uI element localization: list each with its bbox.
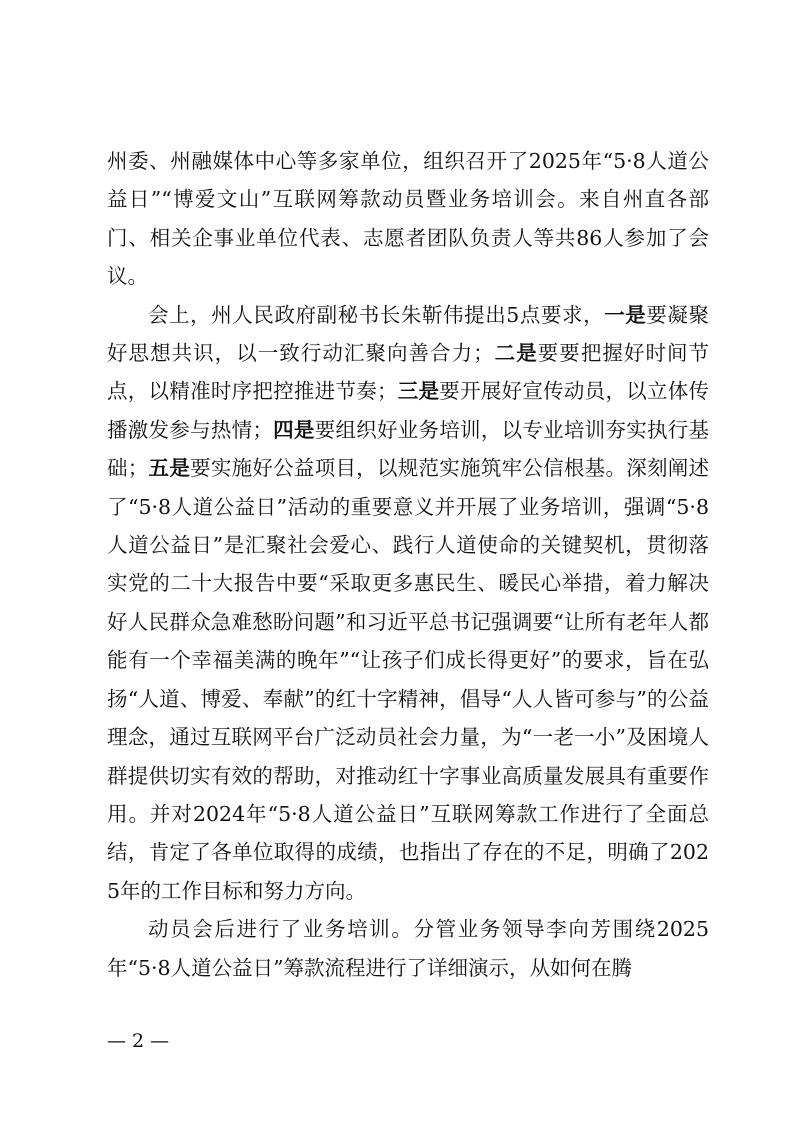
text-run: 州委、州融媒体中心等多家单位，组织召开了2025年“5·8人道公益日”“博爱文山”互联网筹款动员暨业务培训会。来自州直各部门、相关企事业单位代表、志愿者团队负责人等共86人参加了会议。 xyxy=(107,149,709,289)
page-number: — 2 — xyxy=(107,1030,170,1052)
bold-keyword: 五是 xyxy=(148,456,191,481)
bold-keyword: 二是 xyxy=(493,341,538,366)
text-run: 要要把握好时间节点，以精准时序把控推进节奏； xyxy=(107,341,710,404)
paragraph-p3 xyxy=(107,910,709,987)
bold-keyword: 三是 xyxy=(397,379,440,404)
text-run: 动员会后进行了业务培训。分管业务领导李向芳围绕2025年“5·8人道公益日”筹款流程进行了详细演示，从如何在腾 xyxy=(107,917,709,980)
document-body xyxy=(107,142,709,987)
text-run: 要开展好宣传动员，以立体传播激发参与热情； xyxy=(107,379,710,442)
text-run: 要凝聚好思想共识，以一致行动汇聚向善合力； xyxy=(107,302,710,366)
bold-keyword: 四是 xyxy=(272,417,315,442)
paragraph-p1 xyxy=(107,142,709,296)
text-run: 要实施好公益项目，以规范实施筑牢公信根基。深刻阐述了“5·8人道公益日”活动的重要意义并开展了业务培训，强调“5·8人道公益日”是汇聚社会爱心、践行人道使命的关键契机，贯彻落实党的二十大报告中要“采取更多惠民生、暖民心举措，着力解决好人民群众急难愁盼问题”和习近平总书记强调要“让所有老年人都能有一个幸福美满的晚年”“让孩子们成长得更好”的要求，旨在弘扬“人道、博爱、奉献”的红十字精神，倡导“人人皆可参与”的公益理念，通过互联网平台广泛动员社会力量，为“一老一小”及困境人群提供切实有效的帮助，对推动红十字事业高质量发展具有重要作用。并对2024年“5·8人道公益日”互联网筹款工作进行了全面总结，肯定了各单位取得的成绩，也指出了存在的不足，明确了2025年的工作目标和努力方向。 xyxy=(107,456,710,903)
text-run: 会上，州人民政府副秘书长朱靳伟提出5点要求， xyxy=(148,302,605,327)
bold-keyword: 一是 xyxy=(604,302,647,327)
paragraph-p2 xyxy=(107,296,709,911)
text-run: 要组织好业务培训，以专业培训夯实执行基础； xyxy=(107,417,710,481)
